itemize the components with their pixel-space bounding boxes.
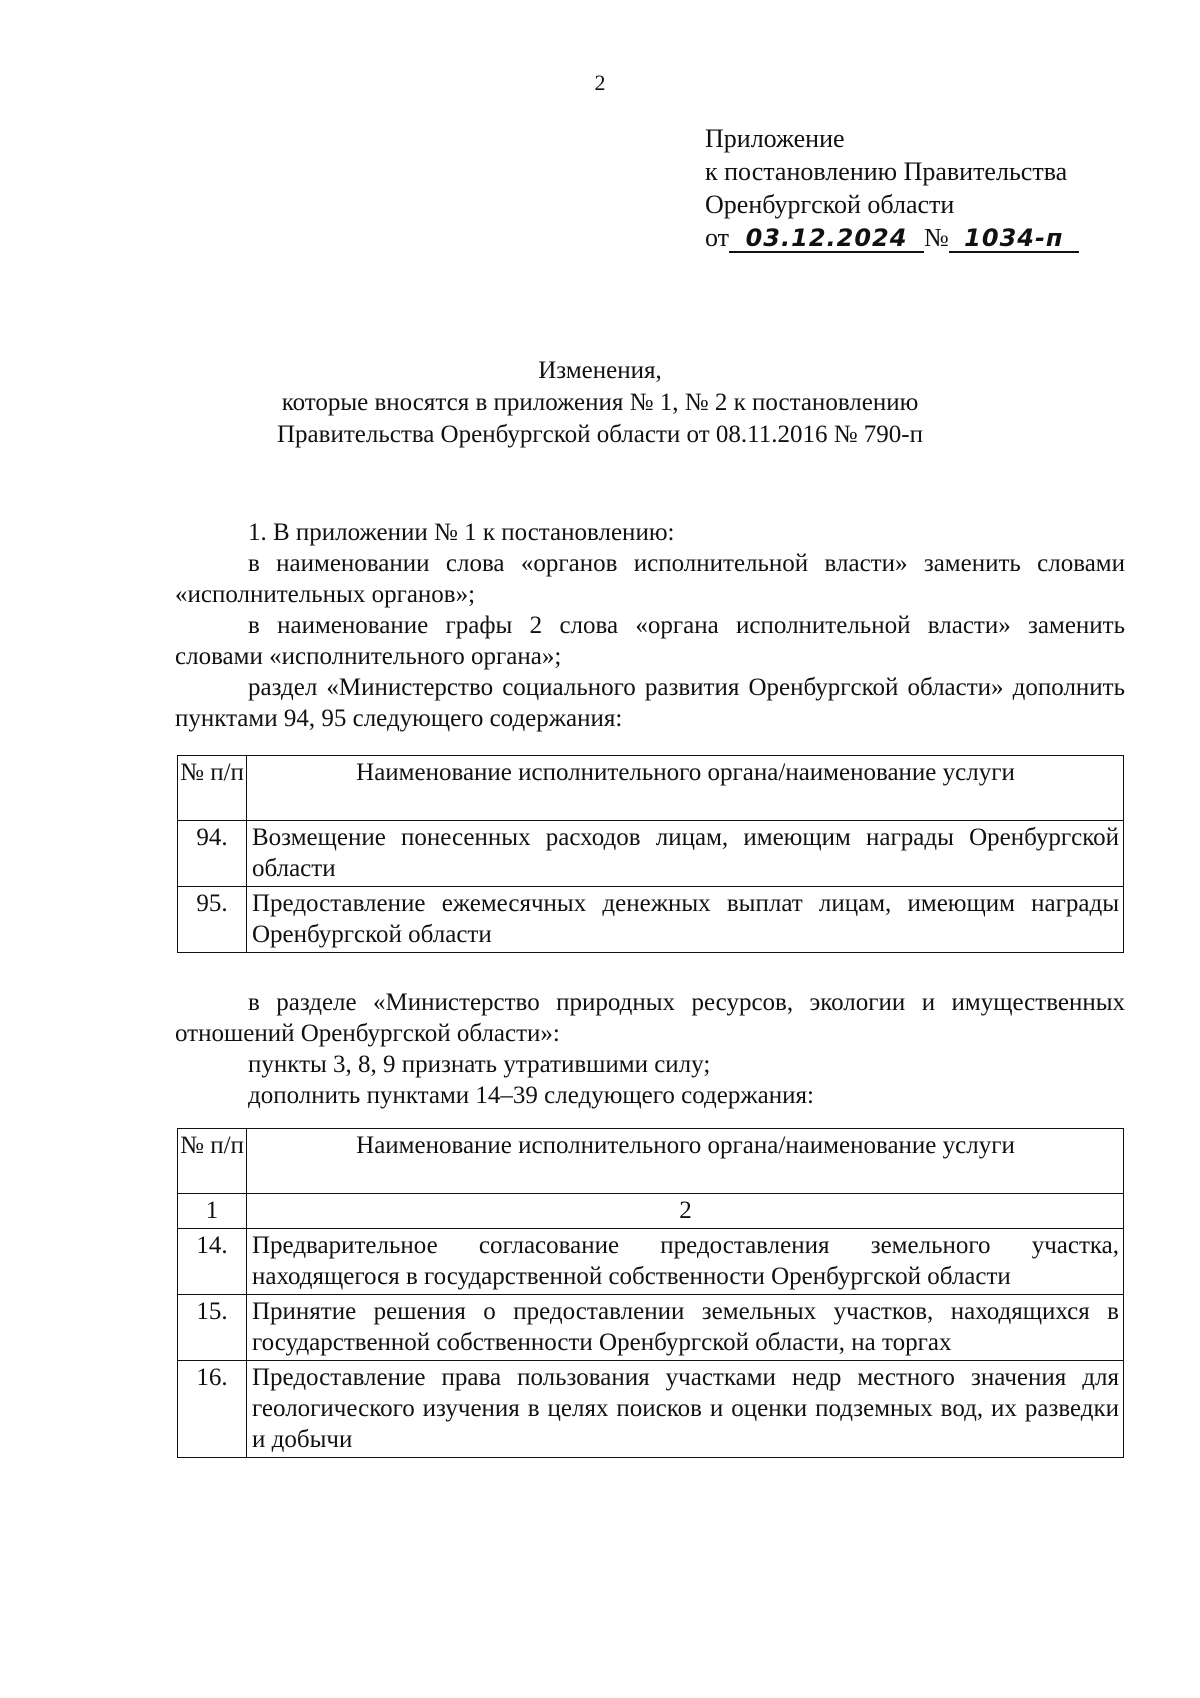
title-line-2: которые вносятся в приложения № 1, № 2 к постановлению — [281, 389, 919, 416]
column-number-2: 2 — [247, 1194, 1124, 1229]
appendix-date-line — [705, 221, 1079, 254]
table-row — [178, 887, 1124, 953]
table-ministry-social-development — [177, 755, 1124, 953]
row-name-cell: Принятие решения о предоставлении земельных участков, находящихся в государственной собственности Оренбургской области, на торгах — [247, 1295, 1124, 1361]
appendix-header — [705, 122, 1079, 254]
row-num-cell: 94. — [178, 821, 247, 887]
section-1-text — [175, 517, 1125, 734]
row-num-cell: 95. — [178, 887, 247, 953]
table-header-row — [178, 756, 1124, 821]
column-number-row — [178, 1194, 1124, 1229]
row-name-cell: Предоставление права пользования участками недр местного значения для геологического изучения в целях поисков и оценки подземных вод, их разведки и добычи — [247, 1361, 1124, 1458]
row-num-cell: 14. — [178, 1229, 247, 1295]
document-title — [0, 355, 1200, 451]
section-2-text — [175, 987, 1125, 1111]
section-2-paragraph-3: дополнить пунктами 14–39 следующего содержания: — [248, 1082, 814, 1109]
section-1-paragraph-2: в наименовании слова «органов исполнительной власти» заменить словами «исполнительных органов»; — [175, 550, 1125, 608]
section-1-paragraph-1: 1. В приложении № 1 к постановлению: — [248, 519, 675, 546]
header-num-cell: № п/п — [178, 1129, 247, 1194]
row-name-cell: Возмещение понесенных расходов лицам, имеющим награды Оренбургской области — [247, 821, 1124, 887]
appendix-line-1: Приложение — [705, 124, 845, 153]
header-name-cell: Наименование исполнительного органа/наименование услуги — [247, 1129, 1124, 1194]
table-row — [178, 821, 1124, 887]
section-1-paragraph-4: раздел «Министерство социального развития Оренбургской области» дополнить пунктами 94, 95 следующего содержания: — [175, 674, 1125, 732]
table-row — [178, 1295, 1124, 1361]
table-row — [178, 1361, 1124, 1458]
table-row — [178, 1229, 1124, 1295]
appendix-line-3: Оренбургской области — [705, 190, 955, 219]
section-1-paragraph-3: в наименование графы 2 слова «органа исполнительной власти» заменить словами «исполнительного органа»; — [175, 612, 1125, 670]
page-number: 2 — [594, 70, 606, 95]
column-number-1: 1 — [178, 1194, 247, 1229]
from-label: от — [705, 223, 730, 252]
header-num-cell: № п/п — [178, 756, 247, 821]
row-num-cell: 16. — [178, 1361, 247, 1458]
number-label: № — [924, 223, 949, 252]
section-2-paragraph-2: пункты 3, 8, 9 признать утратившими силу; — [248, 1051, 711, 1078]
handwritten-number: 1034-п — [949, 225, 1079, 253]
table-header-row — [178, 1129, 1124, 1194]
row-num-cell: 15. — [178, 1295, 247, 1361]
row-name-cell: Предоставление ежемесячных денежных выплат лицам, имеющим награды Оренбургской области — [247, 887, 1124, 953]
handwritten-date: 03.12.2024 — [729, 225, 924, 253]
title-line-3: Правительства Оренбургской области от 08.11.2016 № 790-п — [276, 421, 924, 448]
table-ministry-natural-resources — [177, 1128, 1124, 1458]
row-name-cell: Предварительное согласование предоставления земельного участка, находящегося в государственной собственности Оренбургской области — [247, 1229, 1124, 1295]
section-2-paragraph-1: в разделе «Министерство природных ресурсов, экологии и имущественных отношений Оренбургской области»: — [175, 989, 1125, 1047]
title-line-1: Изменения, — [538, 357, 662, 384]
header-name-cell: Наименование исполнительного органа/наименование услуги — [247, 756, 1124, 821]
appendix-line-2: к постановлению Правительства — [705, 157, 1068, 186]
